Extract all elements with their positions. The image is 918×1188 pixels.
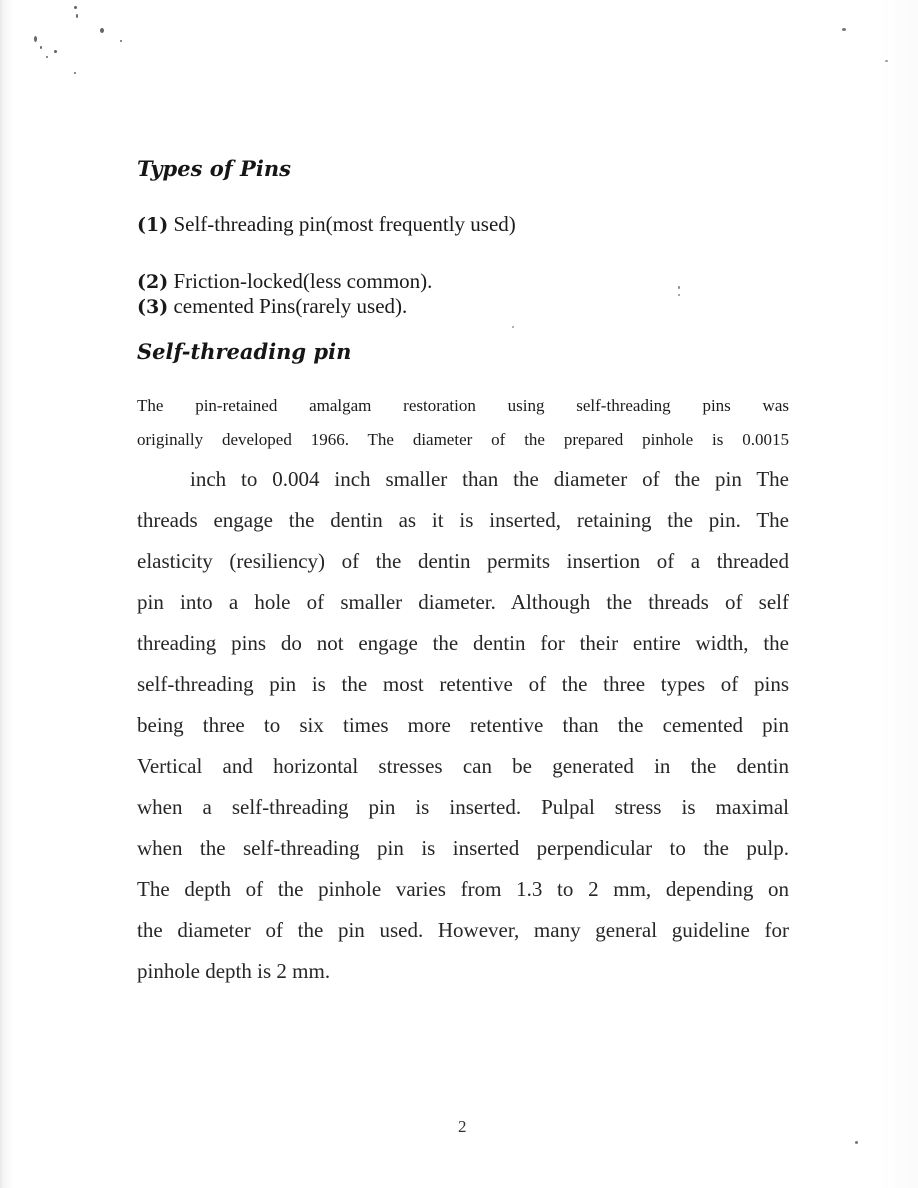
body-line: elasticity (resiliency) of the dentin permits insertion of a threaded [137,549,789,573]
list-item [137,269,432,294]
body-line: pin into a hole of smaller diameter. Although the threads of self [137,590,789,614]
list-item [137,212,516,237]
body-line: self-threading pin is the most retentive of the three types of pins [137,672,789,696]
list-text: Friction-locked(less common). [168,269,433,293]
intro-line: The pin-retained amalgam restoration using self-threading pins was [137,396,789,415]
body-line: The depth of the pinhole varies from 1.3 to 2 mm, depending on [137,877,789,901]
body-line: when a self-threading pin is inserted. Pulpal stress is maximal [137,795,789,819]
body-line: threads engage the dentin as it is inserted, retaining the pin. The [137,508,789,532]
body-line: inch to 0.004 inch smaller than the diameter of the pin The [190,467,789,491]
list-text: cemented Pins(rarely used). [168,294,408,318]
scan-specks [28,0,148,90]
body-line: when the self-threading pin is inserted perpendicular to the pulp. [137,836,789,860]
heading-self-threading-pin: Self-threading pin [137,339,352,364]
list-number: (2) [137,271,169,293]
body-line: the diameter of the pin used. However, many general guideline for [137,918,789,942]
intro-line: originally developed 1966. The diameter of the prepared pinhole is 0.0015 [137,430,789,449]
list-item [137,294,407,319]
list-number: (1) [137,214,169,236]
list-number: (3) [137,296,169,318]
body-line: being three to six times more retentive than the cemented pin [137,713,789,737]
page-number: 2 [458,1117,467,1136]
heading-types-of-pins: Types of Pins [137,156,291,181]
body-line: Vertical and horizontal stresses can be generated in the dentin [137,754,789,778]
body-line: threading pins do not engage the dentin for their entire width, the [137,631,789,655]
list-text: Self-threading pin(most frequently used) [168,212,516,236]
body-line: pinhole depth is 2 mm. [137,959,331,983]
